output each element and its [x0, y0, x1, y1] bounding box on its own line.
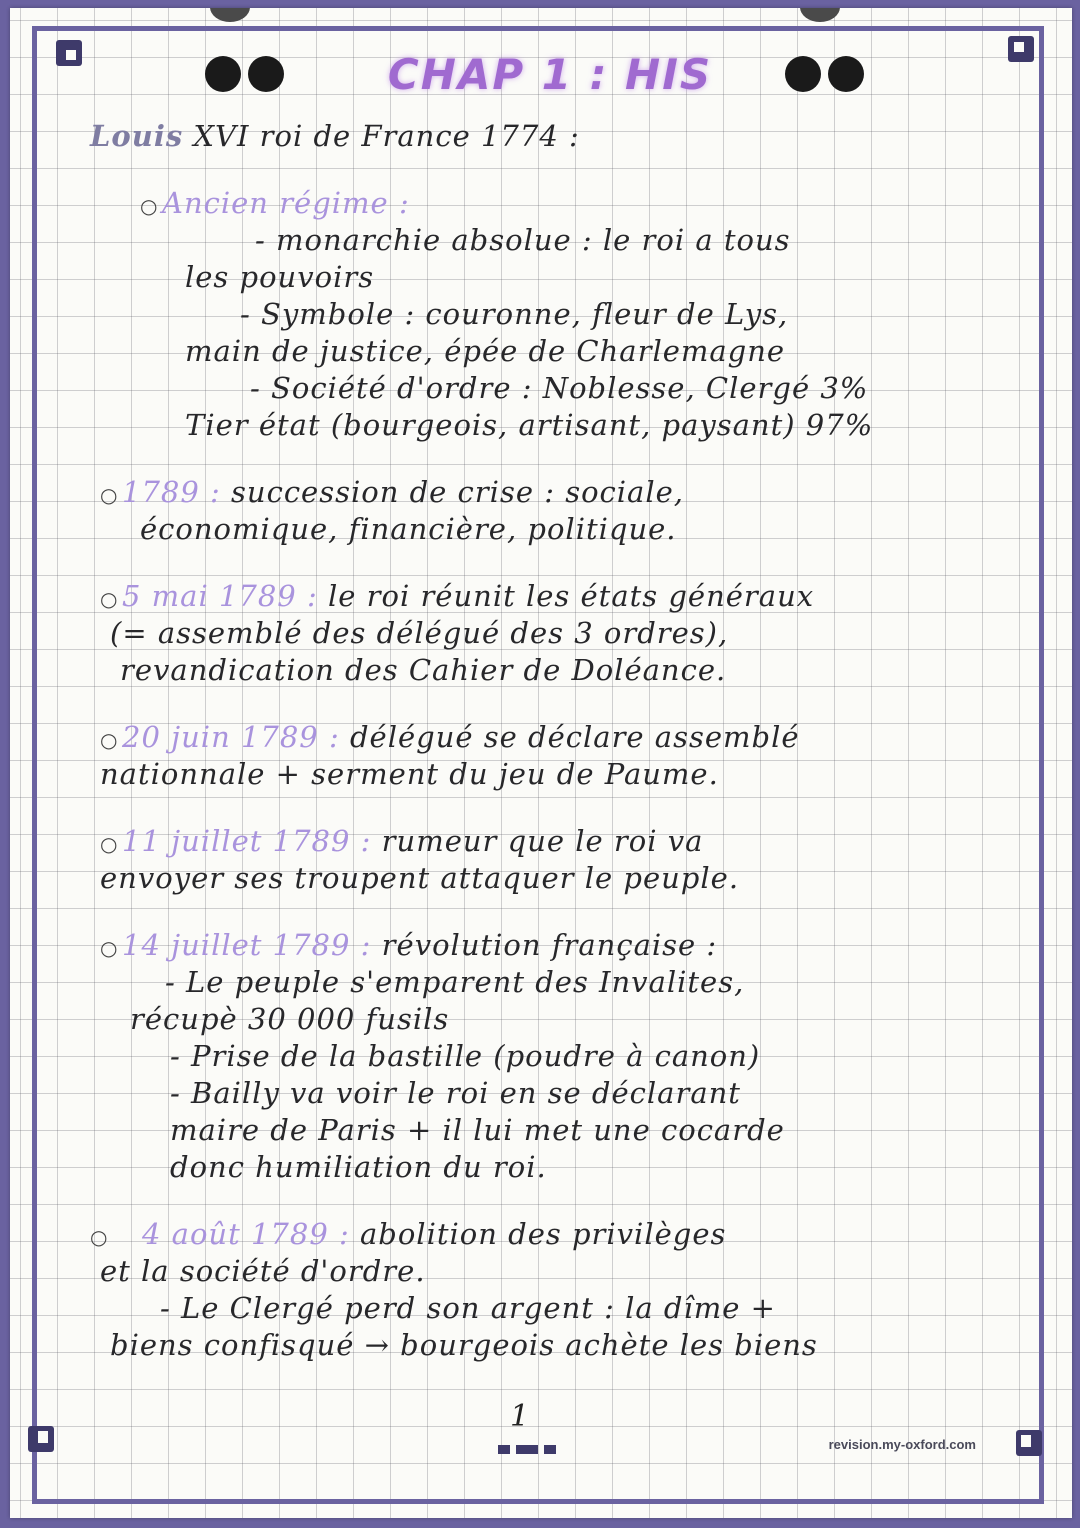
notes-body [90, 118, 1072, 1364]
note-line: ○ 5 mai 1789 : le roi réunit les états généraux [90, 578, 1072, 615]
note-line: ○ 14 juillet 1789 : révolution française : [90, 927, 1072, 964]
note-line: main de justice, épée de Charlemagne [185, 334, 786, 368]
note-line: ○ 4 août 1789 : abolition des privilèges [90, 1216, 1072, 1253]
note-line: Louis XVI roi de France 1774 : [90, 119, 580, 153]
punch-hole [210, 8, 250, 22]
bullet-icon: ○ [140, 194, 159, 218]
note-line: - monarchie absolue : le roi a tous [255, 223, 791, 257]
note-line: ○ Ancien régime : [90, 185, 1072, 222]
note-line: ○ 20 juin 1789 : délégué se déclare assemblé [90, 719, 1072, 756]
note-line: - Le peuple s'emparent des Invalites, [165, 965, 745, 999]
note-line: - Société d'ordre : Noblesse, Clergé 3% [250, 371, 869, 405]
punch-hole [800, 8, 840, 22]
corner-mark-icon [56, 40, 82, 66]
bullet-icon: ○ [100, 832, 119, 856]
punch-hole [785, 56, 821, 92]
bullet-icon: ○ [100, 587, 119, 611]
note-line: les pouvoirs [185, 260, 375, 294]
bullet-icon: ○ [100, 483, 119, 507]
note-line: ○ 1789 : succession de crise : sociale, [90, 474, 1072, 511]
bullet-icon: ○ [90, 1225, 109, 1249]
corner-mark-icon [28, 1426, 54, 1452]
page-title: CHAP 1 : HIS [387, 50, 713, 99]
note-line: - Le Clergé perd son argent : la dîme + [160, 1291, 776, 1325]
note-line: - Bailly va voir le roi en se déclarant [170, 1076, 741, 1110]
note-line: - Prise de la bastille (poudre à canon) [170, 1039, 761, 1073]
punch-hole [248, 56, 284, 92]
note-line: nationnale + serment du jeu de Paume. [100, 757, 719, 791]
note-line: récupè 30 000 fusils [130, 1002, 450, 1036]
note-line: économique, financière, politique. [140, 512, 677, 546]
note-line: maire de Paris + il lui met une cocarde [170, 1113, 785, 1147]
note-line: (= assemblé des délégué des 3 ordres), [110, 616, 729, 650]
punch-hole [205, 56, 241, 92]
note-line: - Symbole : couronne, fleur de Lys, [240, 297, 789, 331]
corner-mark-icon [1008, 36, 1034, 62]
note-line: revandication des Cahier de Doléance. [120, 653, 727, 687]
footer-url: revision.my-oxford.com [828, 1437, 976, 1452]
notebook-page [10, 8, 1072, 1518]
note-line: ○ 11 juillet 1789 : rumeur que le roi va [90, 823, 1072, 860]
note-line: Tier état (bourgeois, artisant, paysant) 97% [185, 408, 874, 442]
note-line: envoyer ses troupent attaquer le peuple. [100, 861, 740, 895]
page-indicator [498, 1439, 562, 1458]
punch-hole [828, 56, 864, 92]
bullet-icon: ○ [100, 936, 119, 960]
note-line: biens confisqué → bourgeois achète les biens [110, 1328, 818, 1362]
corner-mark-icon [1016, 1430, 1042, 1456]
page-number: 1 [510, 1399, 530, 1434]
bullet-icon: ○ [100, 728, 119, 752]
note-line: donc humiliation du roi. [170, 1150, 547, 1184]
note-line: et la société d'ordre. [100, 1254, 426, 1288]
